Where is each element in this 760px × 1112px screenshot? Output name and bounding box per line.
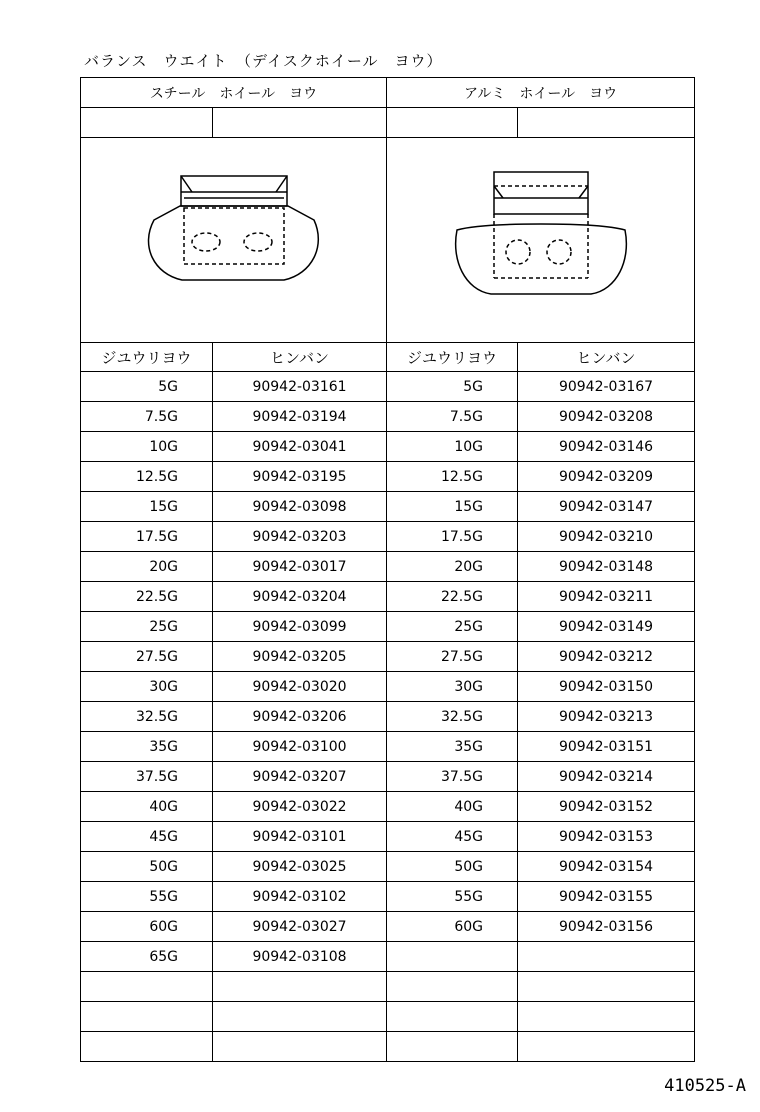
steel-weight-cell: 27.5G — [81, 642, 213, 672]
alloy-part-number-cell: 90942-03210 — [518, 522, 695, 552]
alloy-weight-cell: 7.5G — [387, 402, 518, 432]
steel-part-number-cell: 90942-03022 — [213, 792, 387, 822]
blank-cell — [518, 108, 695, 138]
steel-weight-cell — [81, 1002, 213, 1032]
alloy-weight-cell: 17.5G — [387, 522, 518, 552]
steel-part-number-cell: 90942-03041 — [213, 432, 387, 462]
alloy-weight-cell: 12.5G — [387, 462, 518, 492]
table-row — [81, 912, 695, 942]
steel-weight-cell: 65G — [81, 942, 213, 972]
steel-weight-cell: 50G — [81, 852, 213, 882]
steel-weight-cell: 60G — [81, 912, 213, 942]
alloy-weight-cell: 20G — [387, 552, 518, 582]
table-row — [81, 642, 695, 672]
steel-weight-col-header: ジユウリヨウ — [81, 343, 213, 372]
alloy-weight-cell: 50G — [387, 852, 518, 882]
steel-weight-cell: 7.5G — [81, 402, 213, 432]
alloy-part-number-cell — [518, 942, 695, 972]
figure-code: 410525-A — [664, 1076, 746, 1096]
table-row — [81, 462, 695, 492]
steel-part-number-cell — [213, 972, 387, 1002]
alloy-part-col-header: ヒンバン — [518, 343, 695, 372]
alloy-part-number-cell: 90942-03211 — [518, 582, 695, 612]
table-row — [81, 492, 695, 522]
page-title: バランス ウエイト （デイスクホイール ヨウ） — [84, 52, 443, 70]
alloy-weight-cell — [387, 972, 518, 1002]
spacer-row — [81, 108, 695, 138]
table-row — [81, 942, 695, 972]
steel-part-number-cell: 90942-03205 — [213, 642, 387, 672]
alloy-weight-cell — [387, 1032, 518, 1062]
alloy-part-number-cell — [518, 972, 695, 1002]
steel-weight-cell: 55G — [81, 882, 213, 912]
alloy-part-number-cell: 90942-03150 — [518, 672, 695, 702]
alloy-wheel-header: アルミ ホイール ヨウ — [387, 78, 695, 108]
alloy-weight-cell: 37.5G — [387, 762, 518, 792]
alloy-weight-cell: 30G — [387, 672, 518, 702]
table-row — [81, 612, 695, 642]
table-row — [81, 372, 695, 402]
diagram-row — [81, 138, 695, 343]
alloy-weight-cell: 32.5G — [387, 702, 518, 732]
alloy-part-number-cell: 90942-03147 — [518, 492, 695, 522]
steel-weight-cell: 17.5G — [81, 522, 213, 552]
table-row — [81, 972, 695, 1002]
table-row — [81, 582, 695, 612]
steel-weight-cell: 45G — [81, 822, 213, 852]
alloy-weight-cell: 15G — [387, 492, 518, 522]
alloy-part-number-cell: 90942-03167 — [518, 372, 695, 402]
table-row — [81, 672, 695, 702]
steel-weight-cell: 35G — [81, 732, 213, 762]
alloy-weight-cell: 25G — [387, 612, 518, 642]
blank-cell — [81, 108, 213, 138]
table-row — [81, 852, 695, 882]
alloy-weight-cell: 10G — [387, 432, 518, 462]
alloy-wheel-weight-icon — [441, 170, 641, 310]
steel-wheel-weight-icon — [134, 170, 334, 310]
blank-cell — [213, 108, 387, 138]
alloy-diagram-cell — [387, 138, 695, 343]
alloy-part-number-cell: 90942-03209 — [518, 462, 695, 492]
steel-part-number-cell: 90942-03108 — [213, 942, 387, 972]
steel-weight-cell: 40G — [81, 792, 213, 822]
table-row — [81, 432, 695, 462]
steel-weight-cell: 12.5G — [81, 462, 213, 492]
steel-part-col-header: ヒンバン — [213, 343, 387, 372]
steel-part-number-cell: 90942-03206 — [213, 702, 387, 732]
steel-part-number-cell: 90942-03203 — [213, 522, 387, 552]
steel-part-number-cell: 90942-03161 — [213, 372, 387, 402]
alloy-part-number-cell: 90942-03148 — [518, 552, 695, 582]
table-row — [81, 792, 695, 822]
alloy-weight-cell: 55G — [387, 882, 518, 912]
wheel-type-header-row — [81, 78, 695, 108]
alloy-part-number-cell — [518, 1032, 695, 1062]
table-row — [81, 552, 695, 582]
table-row — [81, 522, 695, 552]
alloy-part-number-cell: 90942-03156 — [518, 912, 695, 942]
steel-weight-cell: 25G — [81, 612, 213, 642]
steel-part-number-cell — [213, 1002, 387, 1032]
steel-part-number-cell: 90942-03195 — [213, 462, 387, 492]
alloy-weight-cell: 22.5G — [387, 582, 518, 612]
steel-weight-cell: 30G — [81, 672, 213, 702]
alloy-part-number-cell: 90942-03152 — [518, 792, 695, 822]
steel-weight-cell — [81, 972, 213, 1002]
steel-part-number-cell: 90942-03099 — [213, 612, 387, 642]
alloy-part-number-cell: 90942-03146 — [518, 432, 695, 462]
steel-part-number-cell: 90942-03100 — [213, 732, 387, 762]
alloy-part-number-cell: 90942-03149 — [518, 612, 695, 642]
steel-part-number-cell: 90942-03098 — [213, 492, 387, 522]
steel-weight-cell: 10G — [81, 432, 213, 462]
steel-part-number-cell: 90942-03204 — [213, 582, 387, 612]
steel-diagram-cell — [81, 138, 387, 343]
steel-part-number-cell: 90942-03017 — [213, 552, 387, 582]
table-row — [81, 1032, 695, 1062]
alloy-weight-cell: 5G — [387, 372, 518, 402]
balance-weight-table — [80, 77, 695, 1062]
steel-part-number-cell: 90942-03025 — [213, 852, 387, 882]
table-row — [81, 822, 695, 852]
table-row — [81, 732, 695, 762]
alloy-weight-cell: 35G — [387, 732, 518, 762]
alloy-part-number-cell: 90942-03155 — [518, 882, 695, 912]
alloy-part-number-cell: 90942-03154 — [518, 852, 695, 882]
alloy-weight-cell — [387, 1002, 518, 1032]
alloy-weight-cell — [387, 942, 518, 972]
steel-wheel-header: スチール ホイール ヨウ — [81, 78, 387, 108]
alloy-part-number-cell: 90942-03151 — [518, 732, 695, 762]
steel-part-number-cell: 90942-03207 — [213, 762, 387, 792]
steel-part-number-cell: 90942-03027 — [213, 912, 387, 942]
table-row — [81, 762, 695, 792]
alloy-part-number-cell — [518, 1002, 695, 1032]
alloy-part-number-cell: 90942-03213 — [518, 702, 695, 732]
alloy-weight-cell: 60G — [387, 912, 518, 942]
table-row — [81, 1002, 695, 1032]
table-row — [81, 402, 695, 432]
alloy-part-number-cell: 90942-03212 — [518, 642, 695, 672]
alloy-weight-cell: 45G — [387, 822, 518, 852]
steel-part-number-cell: 90942-03102 — [213, 882, 387, 912]
blank-cell — [387, 108, 518, 138]
column-header-row — [81, 343, 695, 372]
steel-weight-cell: 22.5G — [81, 582, 213, 612]
steel-part-number-cell: 90942-03101 — [213, 822, 387, 852]
table-row — [81, 882, 695, 912]
steel-weight-cell: 20G — [81, 552, 213, 582]
alloy-weight-cell: 27.5G — [387, 642, 518, 672]
alloy-part-number-cell: 90942-03208 — [518, 402, 695, 432]
alloy-weight-col-header: ジユウリヨウ — [387, 343, 518, 372]
steel-weight-cell: 32.5G — [81, 702, 213, 732]
steel-weight-cell: 37.5G — [81, 762, 213, 792]
alloy-part-number-cell: 90942-03214 — [518, 762, 695, 792]
steel-weight-cell: 15G — [81, 492, 213, 522]
alloy-part-number-cell: 90942-03153 — [518, 822, 695, 852]
steel-part-number-cell: 90942-03194 — [213, 402, 387, 432]
steel-weight-cell — [81, 1032, 213, 1062]
steel-weight-cell: 5G — [81, 372, 213, 402]
steel-part-number-cell — [213, 1032, 387, 1062]
alloy-weight-cell: 40G — [387, 792, 518, 822]
table-row — [81, 702, 695, 732]
steel-part-number-cell: 90942-03020 — [213, 672, 387, 702]
